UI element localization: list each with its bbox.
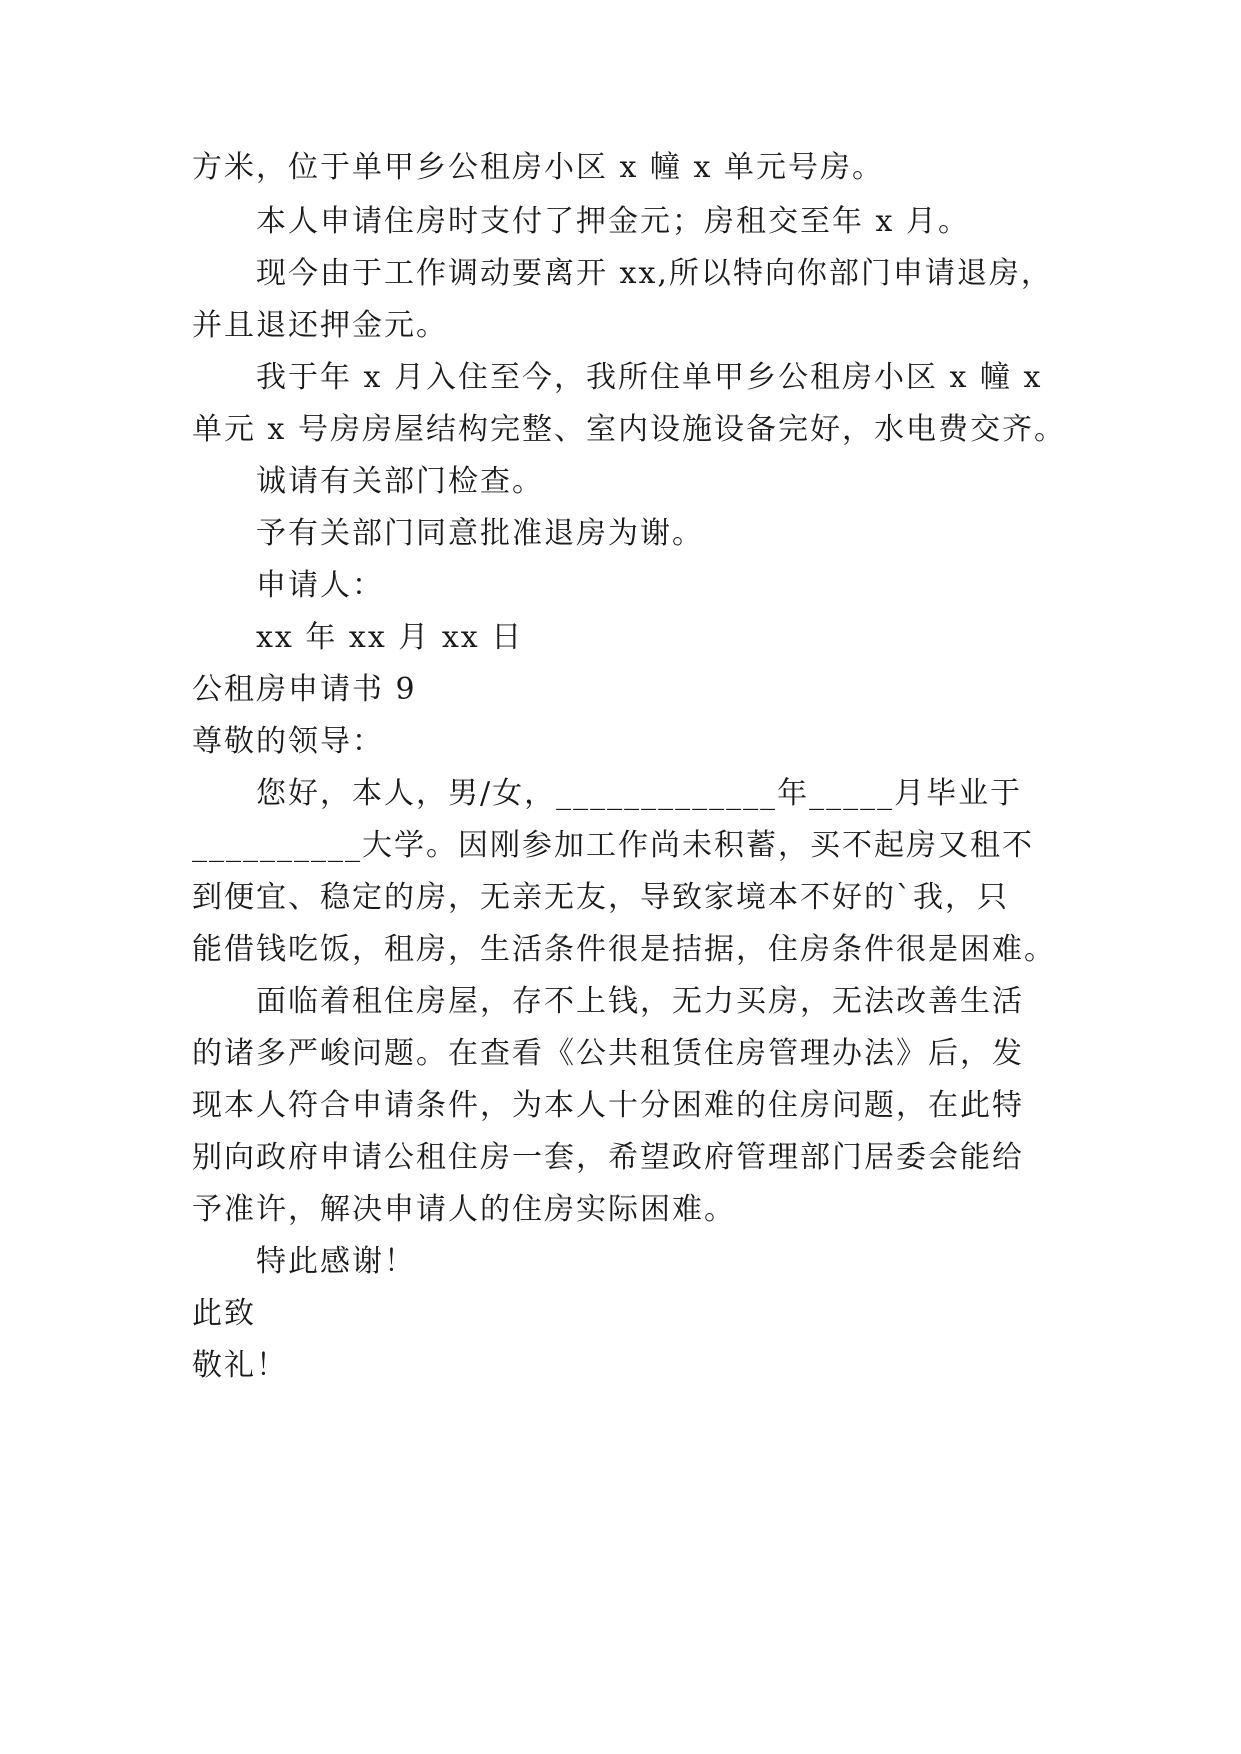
- text-line-19: 现本人符合申请条件，为本人十分困难的住房问题，在此特: [192, 1088, 1024, 1123]
- text-line-2: 本人申请住房时支付了押金元；房租交至年 x 月。: [256, 204, 970, 239]
- text-line-13: 您好，本人，男/女，_____________年_____月毕业于: [256, 776, 1023, 811]
- text-line-15: 到便宜、稳定的房，无亲无友，导致家境本不好的`我，只: [192, 880, 1009, 915]
- text-line-14: __________大学。因刚参加工作尚未积蓄，买不起房又租不: [192, 828, 1034, 863]
- thanks-line: 特此感谢！: [256, 1244, 416, 1279]
- section-title: 公租房申请书 9: [192, 672, 417, 707]
- text-line-17: 面临着租住房屋，存不上钱，无力买房，无法改善生活: [256, 984, 1024, 1019]
- text-line-16: 能借钱吃饭，租房，生活条件很是拮据，住房条件很是困难。: [192, 932, 1056, 967]
- text-line-18: 的诸多严峻问题。在查看《公共租赁住房管理办法》后，发: [192, 1036, 1024, 1071]
- text-line-1: 方米，位于单甲乡公租房小区 x 幢 x 单元号房。: [192, 150, 884, 185]
- closing-line-2: 敬礼！: [192, 1348, 288, 1383]
- closing-line-1: 此致: [192, 1296, 256, 1331]
- date-line: xx 年 xx 月 xx 日: [256, 620, 524, 655]
- text-line-21: 予准许，解决申请人的住房实际困难。: [192, 1192, 736, 1227]
- salutation: 尊敬的领导：: [192, 724, 384, 759]
- applicant-label: 申请人：: [256, 568, 384, 603]
- text-line-4: 并且退还押金元。: [192, 308, 448, 343]
- text-line-7: 诚请有关部门检查。: [256, 464, 544, 499]
- text-line-5: 我于年 x 月入住至今，我所住单甲乡公租房小区 x 幢 x: [256, 360, 1043, 395]
- text-line-3: 现今由于工作调动要离开 xx,所以特向你部门申请退房，: [256, 256, 1053, 291]
- text-line-20: 别向政府申请公租住房一套，希望政府管理部门居委会能给: [192, 1140, 1024, 1175]
- text-line-6: 单元 x 号房房屋结构完整、室内设施设备完好，水电费交齐。: [192, 412, 1066, 447]
- text-line-8: 予有关部门同意批准退房为谢。: [256, 516, 704, 551]
